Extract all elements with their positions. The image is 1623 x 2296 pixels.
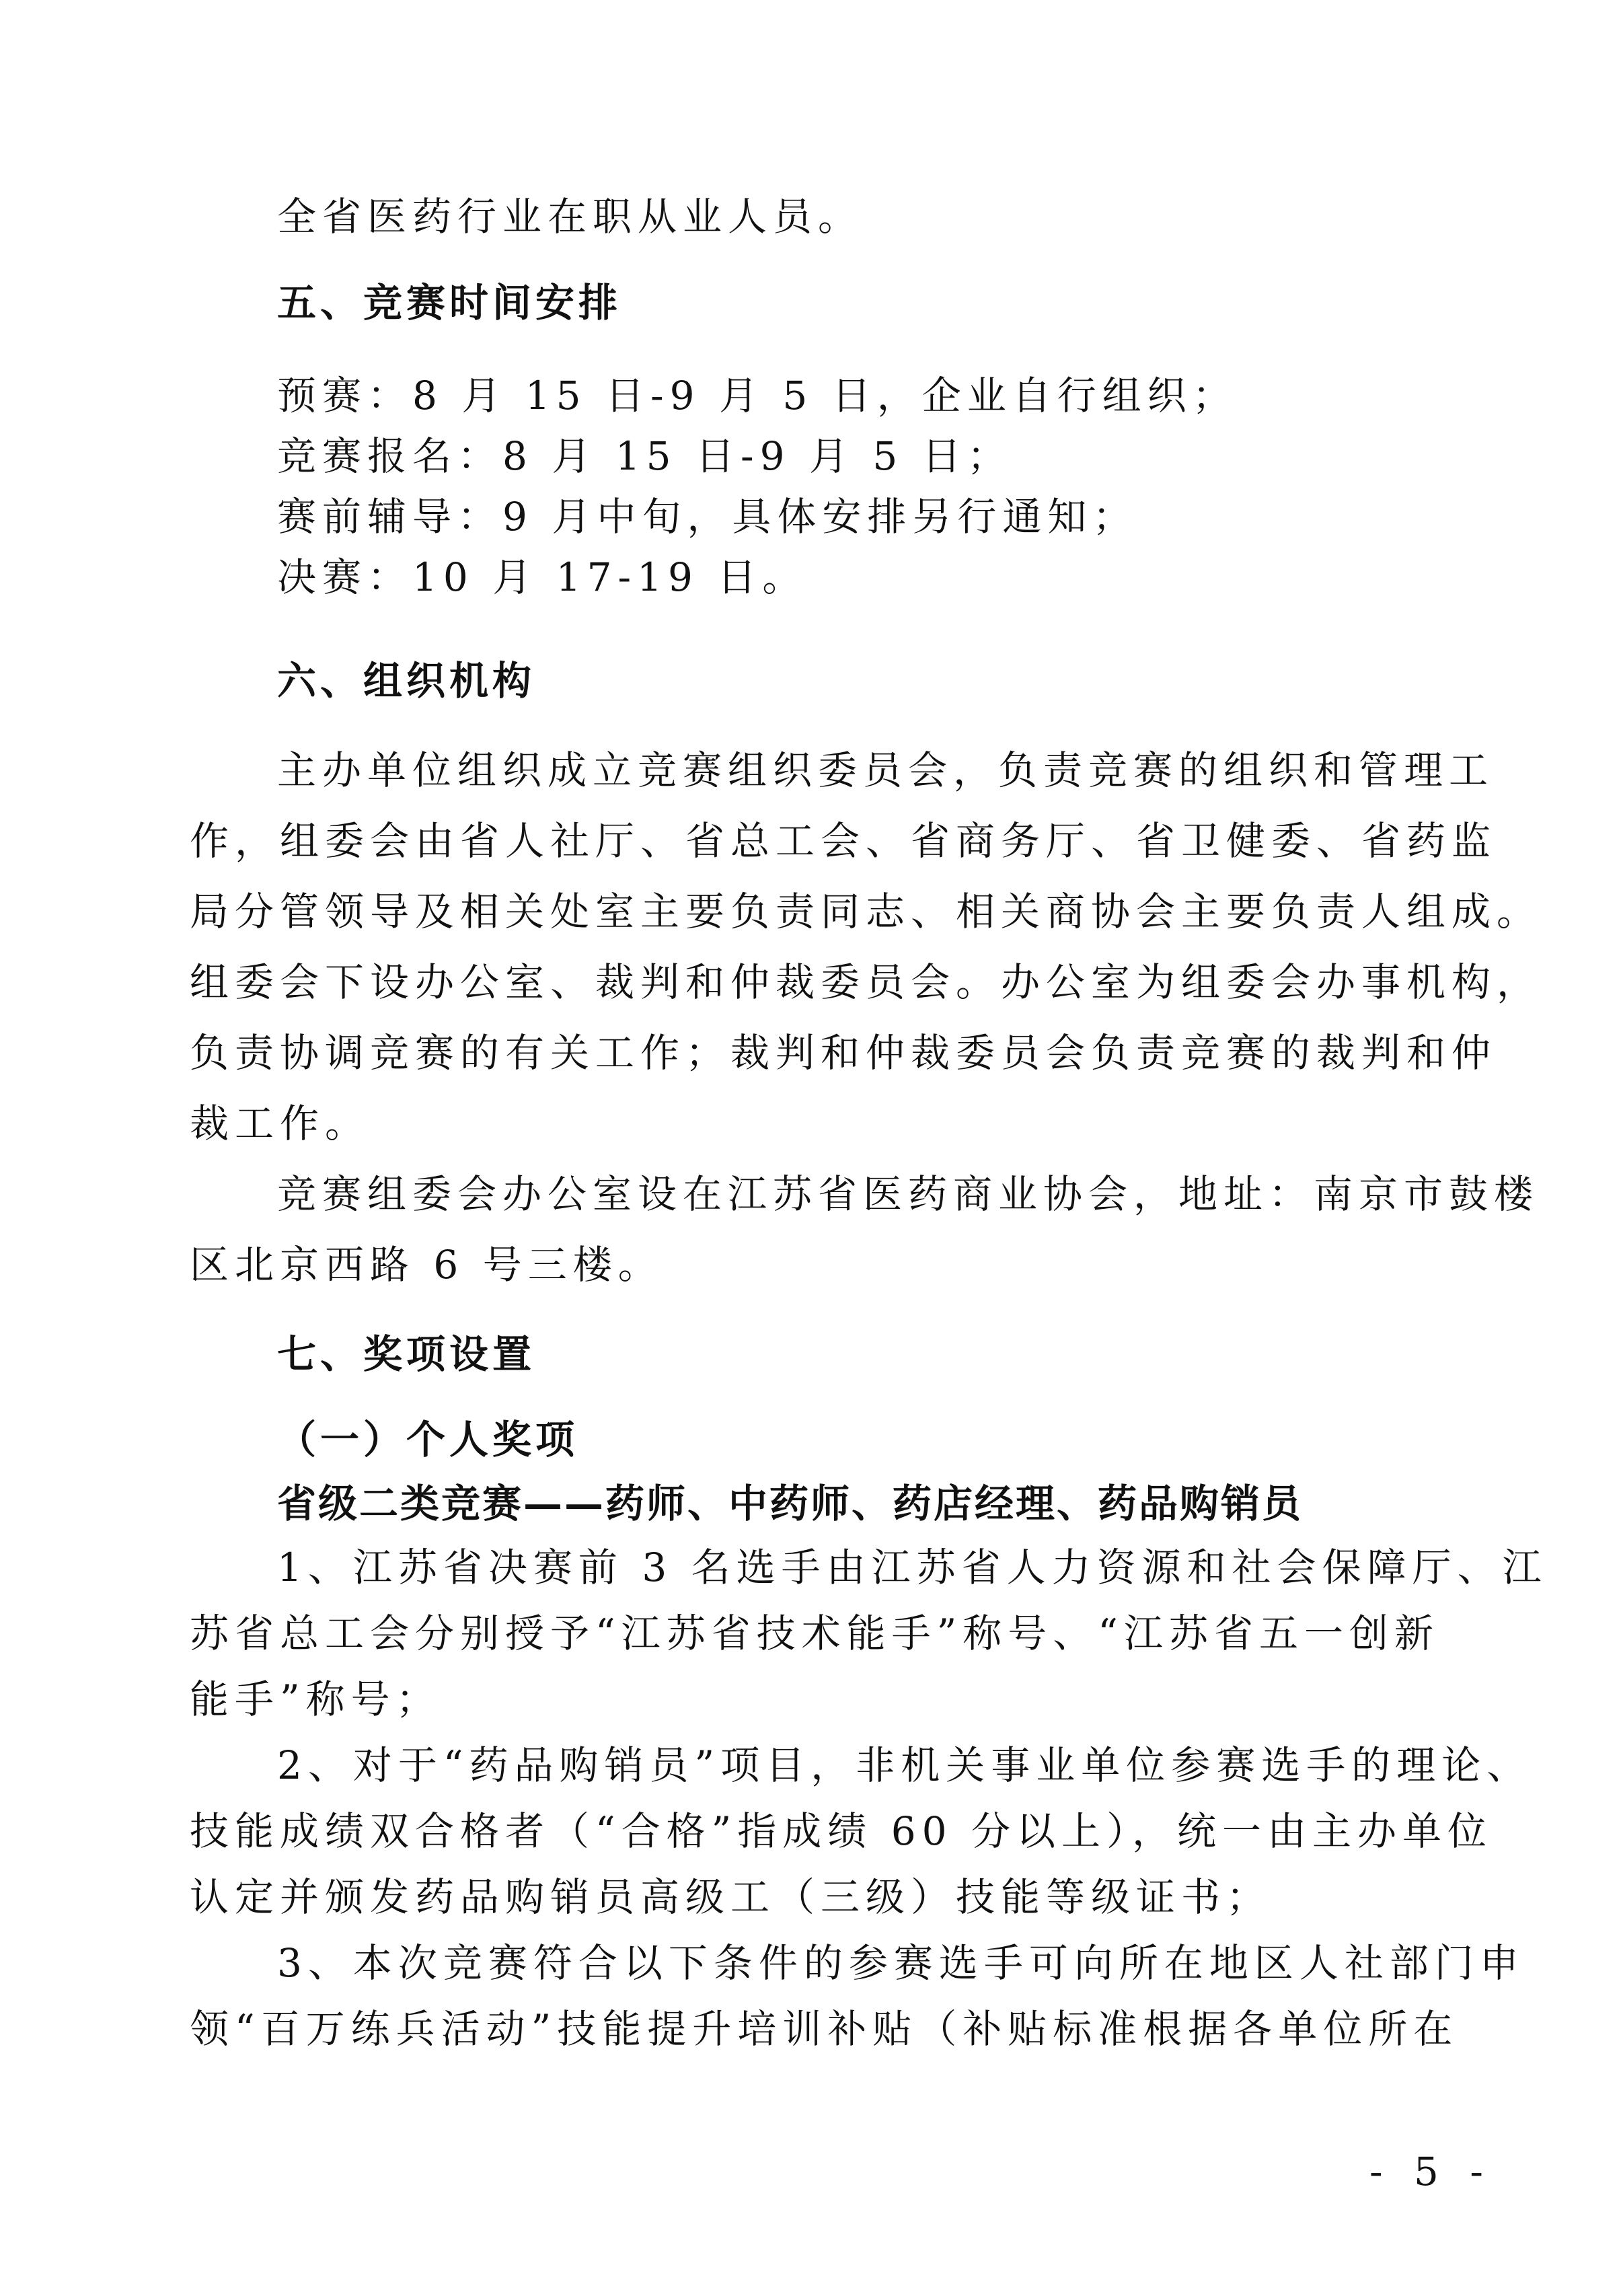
section-heading-5: 五、竞赛时间安排 — [277, 280, 622, 326]
paragraph-line: 竞赛组委会办公室设在江苏省医药商业协会，地址：南京市鼓楼 — [277, 1171, 1540, 1217]
section-heading-6: 六、组织机构 — [277, 658, 536, 704]
paragraph-line: 局分管领导及相关处室主要负责同志、相关商协会主要负责人组成。 — [190, 889, 1542, 934]
paragraph-line: 2、对于“药品购销员”项目，非机关事业单位参赛选手的理论、 — [277, 1742, 1532, 1788]
paragraph-line: 1、江苏省决赛前 3 名选手由江苏省人力资源和社会保障厅、江 — [277, 1545, 1548, 1590]
paragraph-line: 竞赛报名：8 月 15 日-9 月 5 日； — [277, 433, 1012, 479]
paragraph-line: 认定并颁发药品购销员高级工（三级）技能等级证书； — [190, 1874, 1272, 1920]
section-heading-7: 七、奖项设置 — [277, 1331, 536, 1377]
bold-subheading: 省级二类竞赛——药师、中药师、药店经理、药品购销员 — [277, 1481, 1304, 1526]
paragraph-line: 区北京西路 6 号三楼。 — [190, 1242, 663, 1288]
page-number: - 5 - — [1369, 2149, 1493, 2194]
paragraph-line: 苏省总工会分别授予“江苏省技术能手”称号、“江苏省五一创新 — [190, 1610, 1439, 1656]
paragraph-line: 决赛：10 月 17-19 日。 — [277, 554, 808, 600]
paragraph-line: 组委会下设办公室、裁判和仲裁委员会。办公室为组委会办事机构， — [190, 959, 1542, 1005]
paragraph-line: 负责协调竞赛的有关工作；裁判和仲裁委员会负责竞赛的裁判和仲 — [190, 1030, 1497, 1076]
paragraph-line: 作，组委会由省人社厅、省总工会、省商务厅、省卫健委、省药监 — [190, 818, 1497, 864]
subsection-heading: （一）个人奖项 — [277, 1417, 579, 1462]
paragraph-line: 预赛：8 月 15 日-9 月 5 日，企业自行组织； — [277, 373, 1238, 418]
paragraph-line: 技能成绩双合格者（“合格”指成绩 60 分以上），统一由主办单位 — [190, 1808, 1493, 1854]
paragraph-line: 赛前辅导：9 月中旬，具体安排另行通知； — [277, 494, 1138, 540]
paragraph-line: 裁工作。 — [190, 1101, 371, 1146]
paragraph-line: 能手”称号； — [190, 1676, 441, 1722]
paragraph-line: 领“百万练兵活动”技能提升培训补贴（补贴标准根据各单位所在 — [190, 2006, 1459, 2052]
paragraph-line: 全省医药行业在职从业人员。 — [277, 194, 864, 239]
paragraph-line: 主办单位组织成立竞赛组织委员会，负责竞赛的组织和管理工 — [277, 747, 1495, 793]
paragraph-line: 3、本次竞赛符合以下条件的参赛选手可向所在地区人社部门申 — [277, 1940, 1525, 1986]
